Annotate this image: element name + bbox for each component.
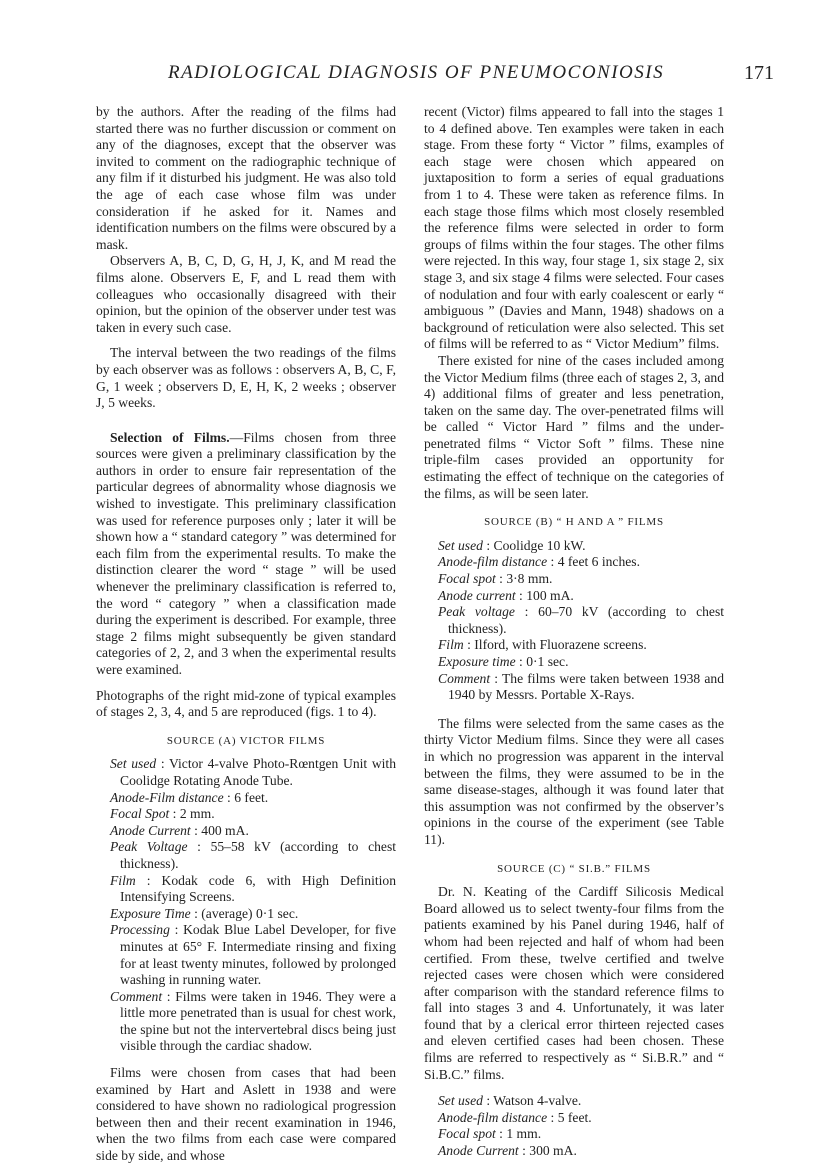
spec-item: Processing : Kodak Blue Label Developer, for five minutes at 65° F. Intermediate rinsing and fixing for at least twenty minutes, followed by prolonged washing in running water. [110,922,396,988]
page-header [0,62,816,92]
running-title: RADIOLOGICAL DIAGNOSIS OF PNEUMOCONIOSIS [168,62,665,83]
spec-list-source-a [96,756,396,1055]
right-column [424,104,724,1160]
spec-item: Focal spot : 3·8 mm. [438,571,553,587]
paragraph: The interval between the two readings of the films by each observer was as follows : observers A, B, C, F, G, 1 week ; observers D, E, H, K, 2 weeks ; observer J, 5 weeks. [96,345,396,411]
spec-item: Exposure Time : (average) 0·1 sec. [110,905,299,921]
spec-item: Anode Current : 300 mA. [438,1143,577,1159]
spec-item: Anode-film distance : 5 feet. [438,1109,592,1125]
paragraph: by the authors. After the reading of the films had started there was no further discussion or comment on any of the diagnoses, except that the observer was invited to comment on the radiographic technique of any film if it disturbed his judgment. He was also told the age of each case whose film was under consideration if he asked for it. Names and identification numbers on the films were obscured by a mask. [96,104,396,252]
paragraph-text: —Films chosen from three sources were given a preliminary classification by the authors in order to ensure fair representation of the particular degrees of abnormality whose diagnosis we wished to investigate. This preliminary classification was used for reference purposes only ; later it will be shown how a “ standard category ” was determined for each film from the experimental results. To make the distinction clearer the word “ stage ” will be used whenever the preliminary classification is referred to, the word “ category ” when a classification made during the experiment is described. For example, three stage 2 films might subsequently be given standard categories of 2, 2, and 3 when the experimental results were examined. [96,429,396,677]
section-heading-source-b: SOURCE (B) “ H AND A ” FILMS [484,516,664,529]
spec-item: Film : Kodak code 6, with High Definition Intensifying Screens. [110,872,396,905]
left-column [96,104,396,1165]
spec-item: Anode-film distance : 4 feet 6 inches. [438,554,640,570]
spec-item: Peak Voltage : 55–58 kV (according to chest thickness). [110,839,397,871]
section-heading-source-c: SOURCE (C) “ SI.B.” FILMS [497,862,651,875]
spec-item: Anode-Film distance : 6 feet. [110,789,269,805]
spec-item: Set used : Coolidge 10 kW. [438,537,586,553]
page-number: 171 [744,62,774,84]
spec-item: Comment : Films were taken in 1946. They were a little more penetrated than is usual for chest work, the spine but not the intervertebral discs being just visible through the cardiac shadow. [110,988,396,1054]
spec-item: Anode Current : 400 mA. [110,822,249,838]
paragraph: Films were chosen from cases that had been examined by Hart and Aslett in 1938 and were considered to have shown no radiological progression between then and their recent examination in 1946, when the two films from each case were compared side by side, and whose [96,1065,396,1164]
paragraph: recent (Victor) films appeared to fall into the stages 1 to 4 defined above. Ten examples were taken in each stage. From these forty “ Victor ” films, examples of each stage were chosen which appeared on juxtaposition to form a series of equal graduations from 1 to 4. These were taken as reference films. In each stage those films which most closely resembled the reference films were selected in order to form groups of films within the four stages. The other films were rejected. In this way, four stage 1, six stage 2, six stage 3, and six stage 4 films were selected. Four cases of nodulation and four with early coalescent or early “ ambiguous ” (Davies and Mann, 1948) shadows on a background of reticulation were also selected. This set of films will be referred to as “ Victor Medium” films. [424,104,724,352]
paragraph: The films were selected from the same cases as the thirty Victor Medium films. Since they were all cases in which no progression was apparent in the interval between the films, they were assumed to be in the same disease-stages, although it was found later that this assumption was not confirmed by the observer’s opinions in the course of the experiment (see Table 11). [424,715,724,847]
spec-item: Anode current : 100 mA. [438,587,574,603]
paragraph: Observers A, B, C, D, G, H, J, K, and M read the films alone. Observers E, F, and L read them with colleagues who occasionally disagreed with their opinion, but the opinion of the observer under test was taken in every such case. [96,253,396,335]
paragraph-selection-of-films [96,430,396,679]
spec-item: Set used : Victor 4-valve Photo-Rœntgen Unit with Coolidge Rotating Anode Tube. [110,756,396,788]
spec-list-source-c [424,1093,724,1159]
spec-item: Focal Spot : 2 mm. [110,806,215,822]
spec-item: Focal spot : 1 mm. [438,1126,542,1142]
paragraph: Photographs of the right mid-zone of typical examples of stages 2, 3, 4, and 5 are reproduced (figs. 1 to 4). [96,687,396,720]
spec-item: Set used : Watson 4-valve. [438,1093,582,1109]
paragraph: There existed for nine of the cases included among the Victor Medium films (three each of stages 2, 3, and 4) additional films of greater and less penetration, taken on the same day. The over-penetrated films will be called “ Victor Hard ” films and the under-penetrated films “ Victor Soft ” films. These nine triple-film cases provided an opportunity for estimating the effect of technique on the categories of the films, as will be seen later. [424,352,724,501]
run-in-heading: Selection of Films. [110,429,230,445]
spec-item: Peak voltage : 60–70 kV (according to chest thickness). [438,604,725,636]
spec-item: Comment : The films were taken between 1938 and 1940 by Messrs. Portable X-Rays. [438,670,725,703]
spec-item: Exposure time : 0·1 sec. [438,654,569,669]
section-heading-source-a: SOURCE (A) VICTOR FILMS [166,734,326,747]
spec-item: Film : Ilford, with Fluorazene screens. [438,637,647,653]
spec-list-source-b [424,538,724,704]
paragraph: Dr. N. Keating of the Cardiff Silicosis Medical Board allowed us to select twenty-four films from the patients examined by his Panel during 1946, half of whom had been rejected and half of whom had been certified. From these, twelve certified and twelve rejected cases were chosen which were considered after comparison with the standard reference films to fall into stages 3 and 4. Unfortunately, it was later found that by a clerical error thirteen rejected cases and eleven certified cases had been chosen. These films are referred to respectively as “ Si.B.R.” and “ Si.B.C.” films. [424,884,724,1082]
